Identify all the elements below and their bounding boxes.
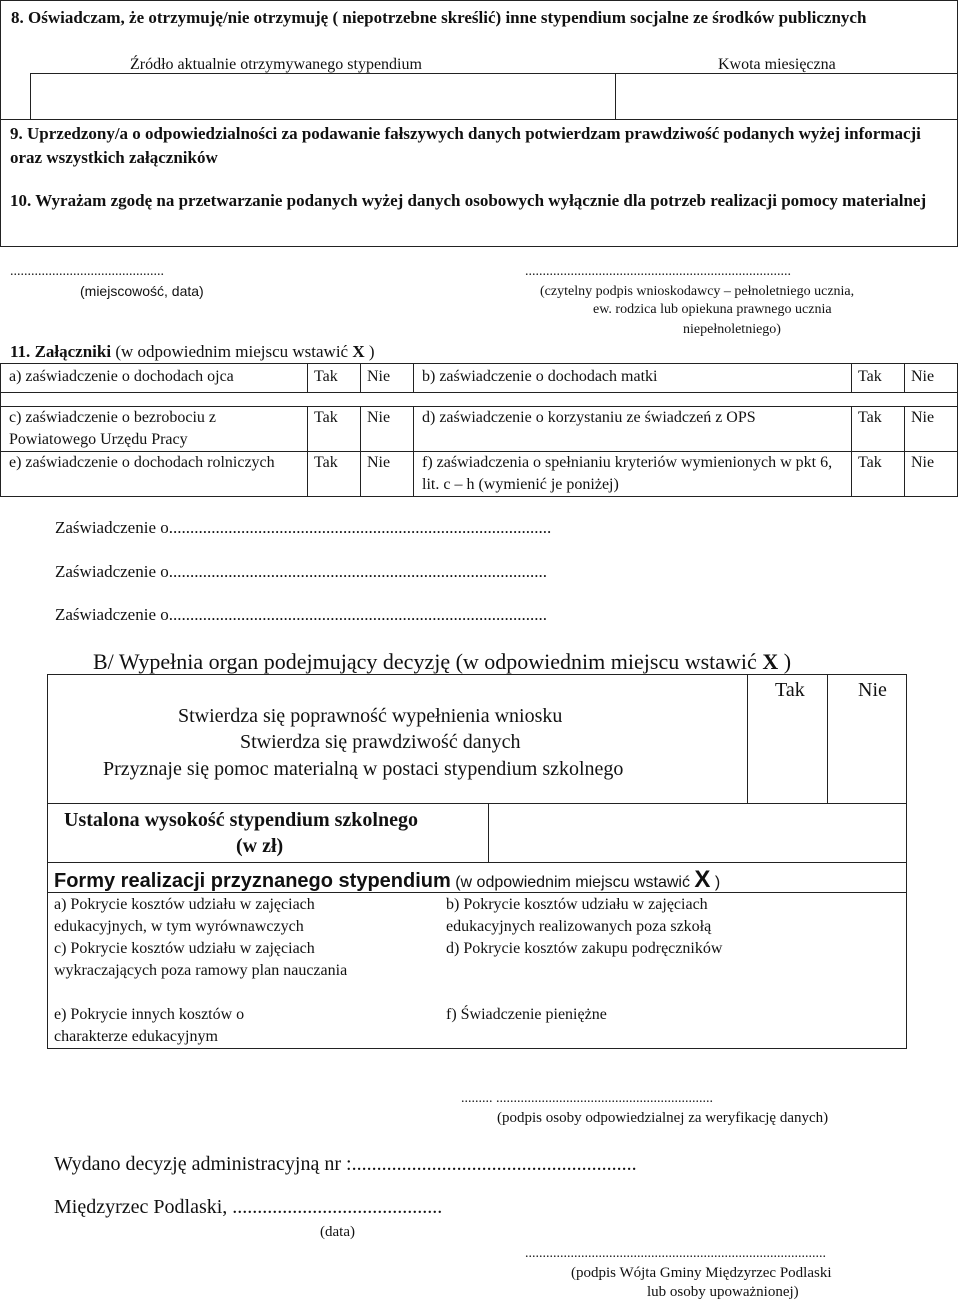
signature-right-label-1: (czytelny podpis wnioskodawcy – pełnoletniego ucznia, [540,284,855,299]
section-11-title [10,341,375,363]
section-8-title-text: 8. Oświadczam, że otrzymuję/nie otrzymuję ( niepotrzebne skreślić) inne stypendium socjalne ze środków publicznych [11,8,867,27]
section-8-source-field[interactable] [30,73,615,119]
decision-number-line[interactable]: Wydano decyzję administracyjną nr :......................................................... [54,1153,637,1175]
decision-row-1: Stwierdza się poprawność wypełnienia wniosku [178,705,563,727]
wojt-signature-label-2: lub osoby upoważnionej) [647,1284,799,1300]
section-11-num: 11. [10,342,35,361]
wojt-signature-label-1: (podpis Wójta Gminy Międzyrzec Podlaski [571,1265,832,1281]
forms-title-x: X [694,866,711,893]
attachment-d-label: d) zaświadczenie o korzystaniu ze świadczeń z OPS [414,407,852,452]
part-b-col-nie-border [827,674,828,803]
form-option-c[interactable]: c) Pokrycie kosztów udziału w zajęciach wykraczających poza ramowy plan nauczania [54,940,348,979]
attachment-d-nie[interactable]: Nie [905,407,958,452]
attachments-row [1,407,958,452]
attachment-e-tak[interactable]: Tak [308,452,361,497]
amount-label-1: Ustalona wysokość stypendium szkolnego [64,809,418,831]
attachments-row [1,452,958,497]
section-8-col-amount: Kwota miesięczna [718,56,836,73]
signature-right-dots: ............................................................................ [525,264,791,279]
verification-label: (podpis osoby odpowiedzialnej za weryfikację danych) [497,1110,829,1126]
attachment-c-label: c) zaświadczenie o bezrobociu z Powiatowego Urzędu Pracy [1,407,308,452]
attachment-f-nie[interactable]: Nie [905,452,958,497]
wojt-signature-dots: ...................................................................................... [525,1246,826,1261]
section-11-end: ) [364,342,375,361]
form-option-d[interactable]: d) Pokrycie kosztów zakupu podręczników [446,940,723,957]
attachment-c-nie[interactable]: Nie [361,407,414,452]
attachment-a-tak[interactable]: Tak [308,364,361,393]
attachment-d-tak[interactable]: Tak [852,407,905,452]
attachment-b-tak[interactable]: Tak [852,364,905,393]
date-label: (data) [320,1224,355,1240]
part-b-tak-header: Tak [775,679,805,701]
attachment-a-label: a) zaświadczenie o dochodach ojca [1,364,308,393]
form-option-a[interactable]: a) Pokrycie kosztów udziału w zajęciach edukacyjnych, w tym wyrównawczych [54,896,315,935]
part-b-divider-2 [47,862,907,863]
section-9-text: 9. Uprzedzony/a o odpowiedzialności za podawanie fałszywych danych potwierdzam prawdziwość podanych wyżej informacji oraz wszystkich załączników [10,124,921,167]
signature-left-dots: ............................................ [10,264,164,279]
form-option-b[interactable]: b) Pokrycie kosztów udziału w zajęciach edukacyjnych realizowanych poza szkołą [446,896,712,935]
section-8-col-source: Źródło aktualnie otrzymywanego stypendium [130,56,422,73]
amount-input[interactable] [489,804,906,862]
certificate-line-3[interactable]: Zaświadczenie o......................................................................................... [55,605,547,624]
part-b-title [93,648,791,676]
attachment-e-nie[interactable]: Nie [361,452,414,497]
part-b-title-text: B/ Wypełnia organ podejmujący decyzję (w odpowiednim miejscu wstawić [93,649,763,674]
attachment-f-tak[interactable]: Tak [852,452,905,497]
attachments-row [1,364,958,393]
attachment-b-nie[interactable]: Nie [905,364,958,393]
signature-right-label-3: niepełnoletniego) [683,322,781,337]
attachment-a-nie[interactable]: Nie [361,364,414,393]
place-date-line[interactable]: Międzyrzec Podlaski, .......................................... [54,1196,443,1218]
signature-left-label: (miejscowość, data) [80,283,204,299]
decision-row-3: Przyznaje się pomoc materialną w postaci stypendium szkolnego [103,758,624,780]
signature-right-label-2: ew. rodzica lub opiekuna prawnego ucznia [593,302,832,317]
amount-label-2: (w zł) [236,835,284,857]
forms-title-sub: (w odpowiednim miejscu wstawić [450,874,695,891]
section-11-rest: (w odpowiednim miejscu wstawić [111,342,353,361]
part-b-col-tak-border [747,674,748,803]
attachment-c-tak[interactable]: Tak [308,407,361,452]
attachments-table [0,363,958,497]
form-option-f[interactable]: f) Świadczenie pieniężne [446,1006,607,1023]
part-b-title-end: ) [778,649,792,674]
section-11-bold: Załączniki [34,342,112,361]
certificate-line-1[interactable]: Zaświadczenie o.......................................................................................... [55,518,552,537]
section-8-title [11,7,951,29]
section-11-x: X [352,342,365,361]
section-8-amount-field[interactable] [615,73,958,119]
form-option-e[interactable]: e) Pokrycie innych kosztów o charakterze edukacyjnym [54,1006,245,1045]
part-b-nie-header: Nie [858,679,887,701]
attachments-spacer-cell [1,393,958,407]
section-10-text: 10. Wyrażam zgodę na przetwarzanie podanych wyżej danych osobowych wyłącznie dla potrzeb realizacji pomocy materialnej [10,191,927,210]
forms-title-text: Formy realizacji przyznanego stypendium [54,870,451,892]
forms-title [54,866,720,894]
attachment-b-label: b) zaświadczenie o dochodach matki [414,364,852,393]
attachment-e-label: e) zaświadczenie o dochodach rolniczych [1,452,308,497]
decision-row-2: Stwierdza się prawdziwość danych [240,731,521,753]
part-b-title-x: X [762,649,779,674]
verification-dots: ......... .............................................................. [461,1091,713,1106]
attachments-spacer [1,393,958,407]
attachment-f-label: f) zaświadczenia o spełnianiu kryteriów wymienionych w pkt 6, lit. c – h (wymienić je poniżej) [414,452,852,497]
forms-title-end: ) [710,874,721,891]
certificate-line-2[interactable]: Zaświadczenie o......................................................................................... [55,562,547,581]
